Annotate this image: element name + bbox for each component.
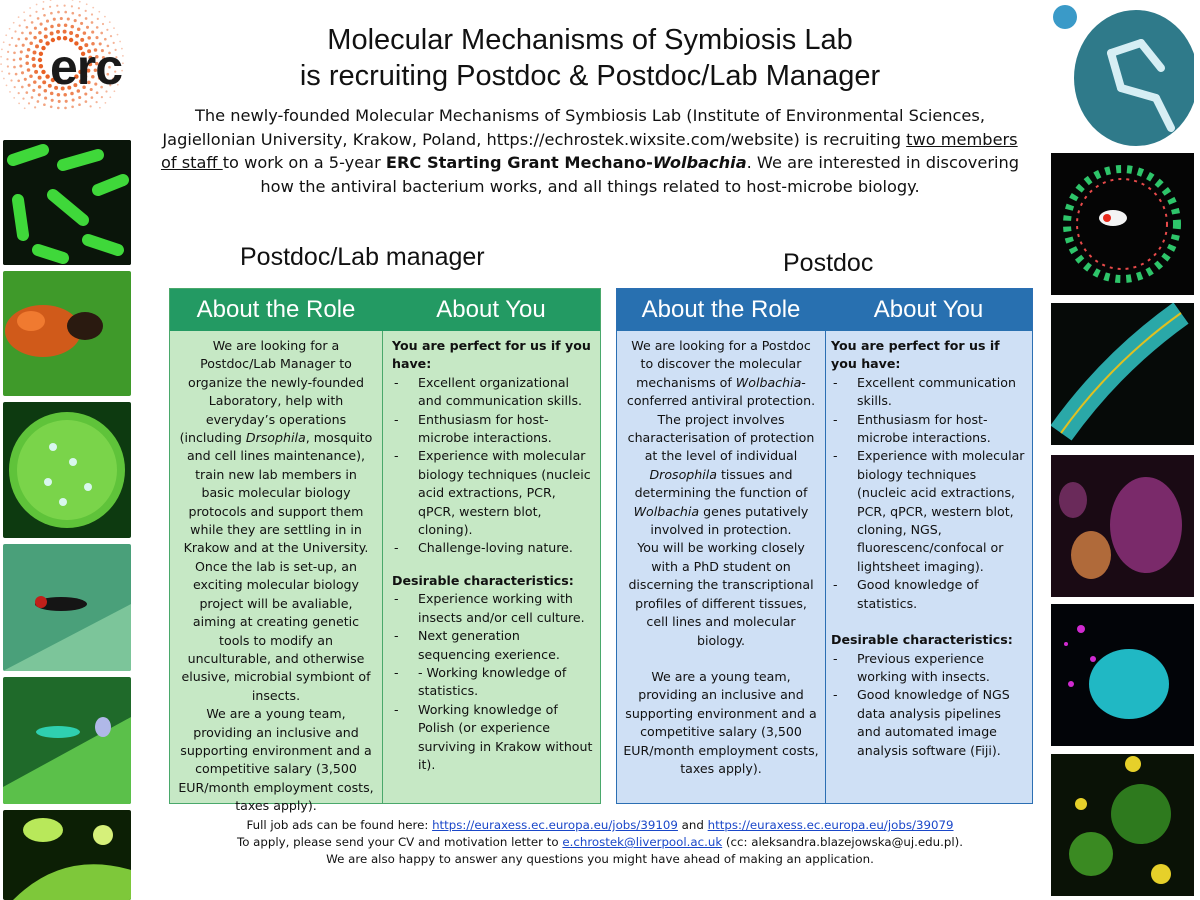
- postdoc-table: [616, 288, 1033, 804]
- intro-text-1: The newly-founded Molecular Mechanisms of Symbiosis Lab (Institute of Environmental Sciences, Jagiellonian University, Krakow, Poland, https://echrostek.wixsite.com/website) is recruiting: [162, 106, 985, 149]
- footer-text: (cc: aleksandra.blazejowska@uj.edu.pl).: [722, 835, 963, 849]
- erc-logo-text: erc: [50, 39, 123, 95]
- about-you-text: [392, 337, 594, 774]
- footer-line-3: We are also happy to answer any questions you might have ahead of making an application.: [326, 852, 874, 866]
- footer: [170, 817, 1030, 868]
- list-item: - Next generation sequencing exerience.: [392, 627, 594, 664]
- green-tubes-image: [3, 810, 131, 900]
- role-text: We are looking for a Postdoc to discover the molecular mechanisms of: [631, 338, 811, 390]
- list-item: - - Working knowledge of statistics.: [392, 664, 594, 701]
- list-item: - Good knowledge of NGS data analysis pipelines and automated image analysis software (Fiji).: [831, 686, 1025, 760]
- black-wasp-image: [3, 544, 131, 671]
- role-text: -conferred antiviral protection. The project involves characterisation of protection at the level of individual: [626, 374, 816, 464]
- list-item: - Enthusiasm for host-microbe interactions.: [392, 411, 594, 448]
- requirements-intro: You are perfect for us if you have:: [831, 338, 1000, 372]
- footer-line-2: [170, 834, 1030, 851]
- role-text: Once the lab is set-up, an exciting molecular biology project will be avaliable, aiming at creating genetic tools to modify an unculturable, and otherwise elusive, microbial symbiont of insects.: [181, 558, 371, 703]
- role-italic: Drsophila: [245, 430, 306, 446]
- footer-text: Full job ads can be found here:: [246, 818, 433, 832]
- green-fly-image: [3, 677, 131, 804]
- intro-text-3: . We are interested in discovering how the antiviral bacterium works, and all things related to host-microbe biology.: [260, 153, 1020, 196]
- tissue-stain-image: [1051, 303, 1194, 445]
- table-header: [170, 289, 600, 331]
- table-header: [617, 289, 1032, 331]
- desirable-list: [392, 590, 594, 774]
- job-link-2[interactable]: https://euraxess.ec.europa.eu/jobs/39079: [707, 818, 954, 832]
- about-you-header: About You: [436, 296, 546, 323]
- about-you-header: About You: [873, 296, 984, 323]
- intro-text-2: to work on a 5-year: [222, 153, 386, 172]
- role-text: We are a young team, providing an inclusive and supporting environment and a competitive salary (3,500 EUR/month employment costs, taxes apply).: [623, 668, 819, 776]
- about-you-text: [831, 337, 1025, 760]
- fly-wheel-image: [1051, 153, 1194, 295]
- green-bacteria-image: [3, 140, 131, 265]
- left-section-heading: Postdoc/Lab manager: [240, 243, 485, 271]
- requirements-list: [392, 374, 594, 558]
- role-italic: Wolbachia: [735, 374, 802, 390]
- intro-grant-name: ERC Starting Grant Mechano-: [385, 153, 653, 172]
- role-text: You will be working closely with a PhD student on discerning the transcriptional profiles of different tissues, cell lines and molecular biology.: [628, 540, 814, 648]
- intro-underlined: two members of staff: [160, 129, 1018, 172]
- list-item: - Experience with molecular biology techniques (nucleic acid extractions, PCR, qPCR, western blot, cloning, NGS, fluorescenc/confocal or lightsheet imaging).: [831, 447, 1025, 576]
- column-divider: [825, 331, 826, 803]
- molecule-image: [1051, 3, 1194, 146]
- list-item: - Excellent organizational and communication skills.: [392, 374, 594, 411]
- requirements-intro: You are perfect for us if you have:: [392, 338, 591, 372]
- green-cell-image: [3, 402, 131, 538]
- about-role-header: About the Role: [641, 296, 801, 323]
- yellow-cells-image: [1051, 754, 1194, 896]
- about-role-header: About the Role: [196, 296, 356, 323]
- footer-text: and: [677, 818, 708, 832]
- job-link-1[interactable]: https://euraxess.ec.europa.eu/jobs/39109: [432, 818, 678, 832]
- about-role-text: [623, 337, 819, 778]
- list-item: - Experience working with insects and/or cell culture.: [392, 590, 594, 627]
- role-text: , mosquito and cell lines maintenance), train new lab members in basic molecular biology protocols and support them while they are settling in in Krakow and at the University.: [183, 430, 373, 556]
- list-item: - Excellent communication skills.: [831, 374, 1025, 411]
- email-link[interactable]: e.chrostek@liverpool.ac.uk: [562, 835, 723, 849]
- intro-grant-italic: Wolbachia: [652, 153, 747, 172]
- footer-line-1: [170, 817, 1030, 834]
- role-text: tissues and determining the function of: [634, 466, 808, 501]
- requirements-list: [831, 374, 1025, 613]
- desirable-title: Desirable characteristics:: [831, 632, 1013, 648]
- right-section-heading: Postdoc: [783, 249, 874, 277]
- title-line-1: Molecular Mechanisms of Symbiosis Lab: [327, 24, 853, 56]
- about-role-text: [178, 337, 374, 816]
- orange-beetle-image: [3, 271, 131, 396]
- role-text: We are a young team, providing an inclusive and supporting environment and a competitive salary (3,500 EUR/month employment costs, taxes apply).: [178, 706, 374, 814]
- ovary-stain-image: [1051, 455, 1194, 597]
- list-item: - Enthusiasm for host-microbe interactions.: [831, 411, 1025, 448]
- poster-title: [150, 22, 1030, 94]
- intro-paragraph: [160, 104, 1020, 198]
- desirable-list: [831, 650, 1025, 760]
- role-text: We are looking for a Postdoc/Lab Manager to organize the newly-founded Laboratory, help with everyday’s operations (including: [179, 338, 365, 446]
- list-item: - Working knowledge of Polish (or experience surviving in Krakow without it).: [392, 701, 594, 775]
- title-line-2: is recruiting Postdoc & Postdoc/Lab Manager: [299, 60, 881, 92]
- list-item: - Experience with molecular biology techniques (nucleic acid extractions, PCR, qPCR, western blot, cloning).: [392, 447, 594, 539]
- cyan-nucleus-image: [1051, 604, 1194, 746]
- footer-text: To apply, please send your CV and motivation letter to: [237, 835, 563, 849]
- column-divider: [382, 331, 383, 803]
- list-item: - Challenge-loving nature.: [392, 539, 594, 557]
- list-item: - Previous experience working with insects.: [831, 650, 1025, 687]
- lab-manager-table: [169, 288, 601, 814]
- desirable-title: Desirable characteristics:: [392, 572, 574, 588]
- list-item: - Good knowledge of statistics.: [831, 576, 1025, 613]
- role-italic: Drosophila: [649, 466, 717, 482]
- role-text: genes putatively involved in protection.: [650, 503, 809, 538]
- role-italic: Wolbachia: [633, 503, 700, 519]
